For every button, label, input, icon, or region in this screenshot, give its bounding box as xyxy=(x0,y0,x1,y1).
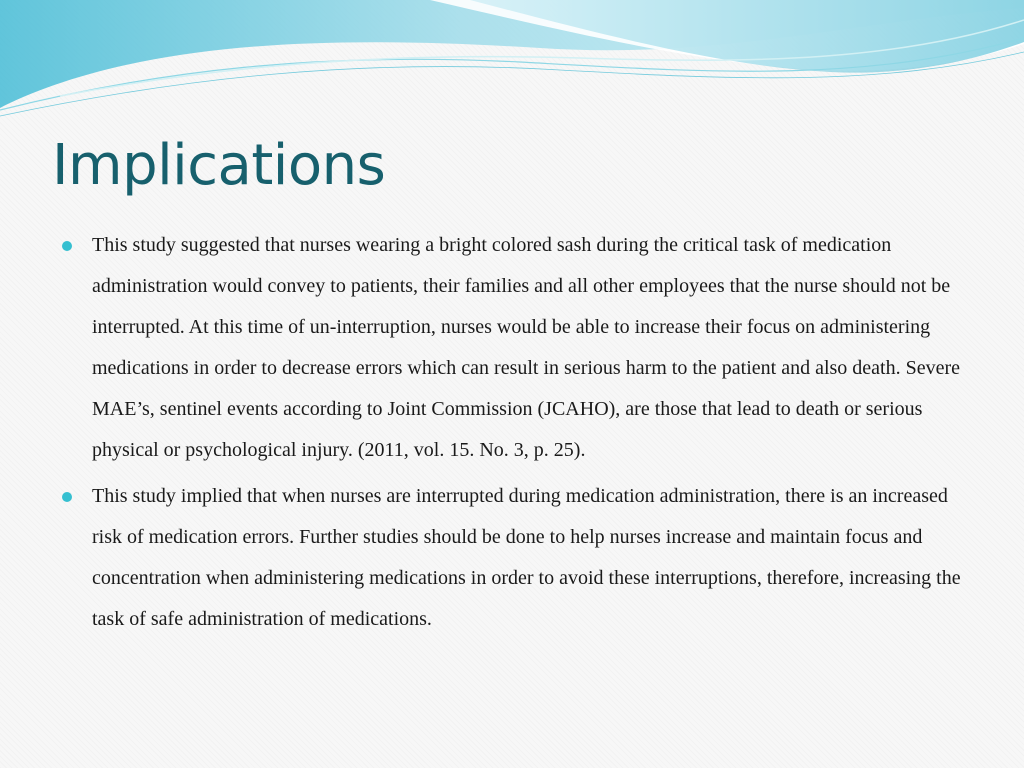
bullet-text: This study suggested that nurses wearing a bright colored sash during the critical task of medication administration would convey to patients, their families and all other employees that the nurse should not be interrupted. At this time of un-interruption, nurses would be able to increase their focus on administering medications in order to decrease errors which can result in serious harm to the patient and also death. Severe MAE’s, sentinel events according to Joint Commission (JCAHO), are those that lead to death or serious physical or psychological injury. (2011, vol. 15. No. 3, p. 25). xyxy=(92,234,961,461)
bullet-dot-icon xyxy=(62,492,72,502)
bullet-text: This study implied that when nurses are interrupted during medication administration, there is an increased risk of medication errors. Further studies should be done to help nurses increase and maintain focus and concentration when administering medications in order to avoid these interruptions, therefore, increasing the task of safe administration of medications. xyxy=(92,485,961,630)
bullet-dot-icon xyxy=(62,241,72,251)
bullet-item xyxy=(0,476,1024,640)
slide-title: Implications xyxy=(52,133,386,198)
wave-header-decoration xyxy=(0,0,1024,130)
bullet-list xyxy=(0,225,1024,640)
bullet-item xyxy=(0,225,1024,471)
